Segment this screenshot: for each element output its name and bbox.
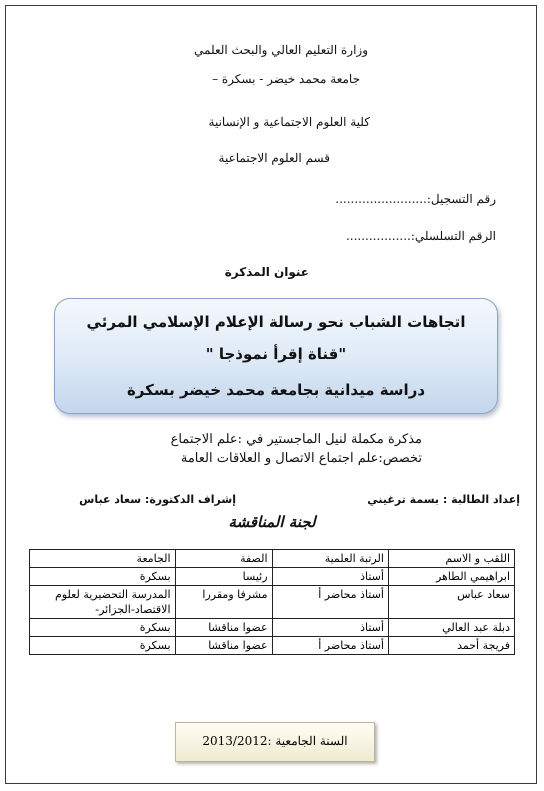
cell-role: مشرفا ومقررا (175, 586, 272, 619)
cell-role: عضوا مناقشا (175, 637, 272, 655)
table-row (30, 586, 515, 619)
table-row (30, 637, 515, 655)
cell-name: دبلة عبد العالي (388, 619, 514, 637)
cell-university: بسكرة (30, 568, 176, 586)
cell-role: عضوا مناقشا (175, 619, 272, 637)
student-name: إعداد الطالبة : بسمة ترغيني (367, 493, 520, 506)
cell-rank: أستاذ محاضر أ (272, 586, 388, 619)
table-header-row (30, 550, 515, 568)
cell-rank: أستاذ (272, 568, 388, 586)
thesis-title-line-2: "قناة إقرأ نموذجا " (205, 345, 347, 363)
cell-role: رئيسا (175, 568, 272, 586)
committee-table (29, 549, 515, 655)
department-name: قسم العلوم الاجتماعية (218, 151, 330, 165)
university-name: جامعة محمد خيضر - بسكرة – (212, 72, 360, 86)
cell-university: بسكرة (30, 637, 176, 655)
header-university: الجامعة (30, 550, 176, 568)
ministry-name: وزارة التعليم العالي والبحث العلمي (194, 43, 368, 57)
cell-university: بسكرة (30, 619, 176, 637)
thesis-title-line-3: دراسة ميدانية بجامعة محمد خيضر بسكرة (126, 381, 426, 399)
supervisor-name: إشراف الدكتورة: سعاد عباس (79, 493, 236, 506)
table-row (30, 619, 515, 637)
academic-year-box (175, 722, 375, 762)
header-role: الصفة (175, 550, 272, 568)
thesis-title-box (54, 298, 498, 414)
specialization-line: تخصص:علم اجتماع الاتصال و العلاقات العامة (180, 451, 422, 466)
serial-number: الرقم التسلسلي:................. (345, 229, 496, 243)
cell-rank: أستاذ (272, 619, 388, 637)
registration-number: رقم التسجيل:........................ (335, 192, 496, 206)
academic-year: السنة الجامعية :2013/2012 (202, 734, 348, 748)
cell-name: سعاد عباس (388, 586, 514, 619)
degree-line: مذكرة مكملة لنيل الماجستير في :علم الاجتماع (170, 432, 422, 447)
faculty-name: كلية العلوم الاجتماعية و الإنسانية (208, 115, 370, 129)
cell-rank: أستاذ محاضر أ (272, 637, 388, 655)
thesis-title-line-1: اتجاهات الشباب نحو رسالة الإعلام الإسلامي المرئي (86, 313, 466, 331)
table-row (30, 568, 515, 586)
committee-title: لجنة المناقشة (228, 513, 316, 531)
cell-name: فريجة أحمد (388, 637, 514, 655)
thesis-heading: عنوان المذكرة (224, 265, 309, 279)
cell-name: ابراهيمي الطاهر (388, 568, 514, 586)
cell-university: المدرسة التحضيرية لعلوم الاقتصاد-الجزائر- (30, 586, 176, 619)
header-name: اللقب و الاسم (388, 550, 514, 568)
header-rank: الرتبة العلمية (272, 550, 388, 568)
